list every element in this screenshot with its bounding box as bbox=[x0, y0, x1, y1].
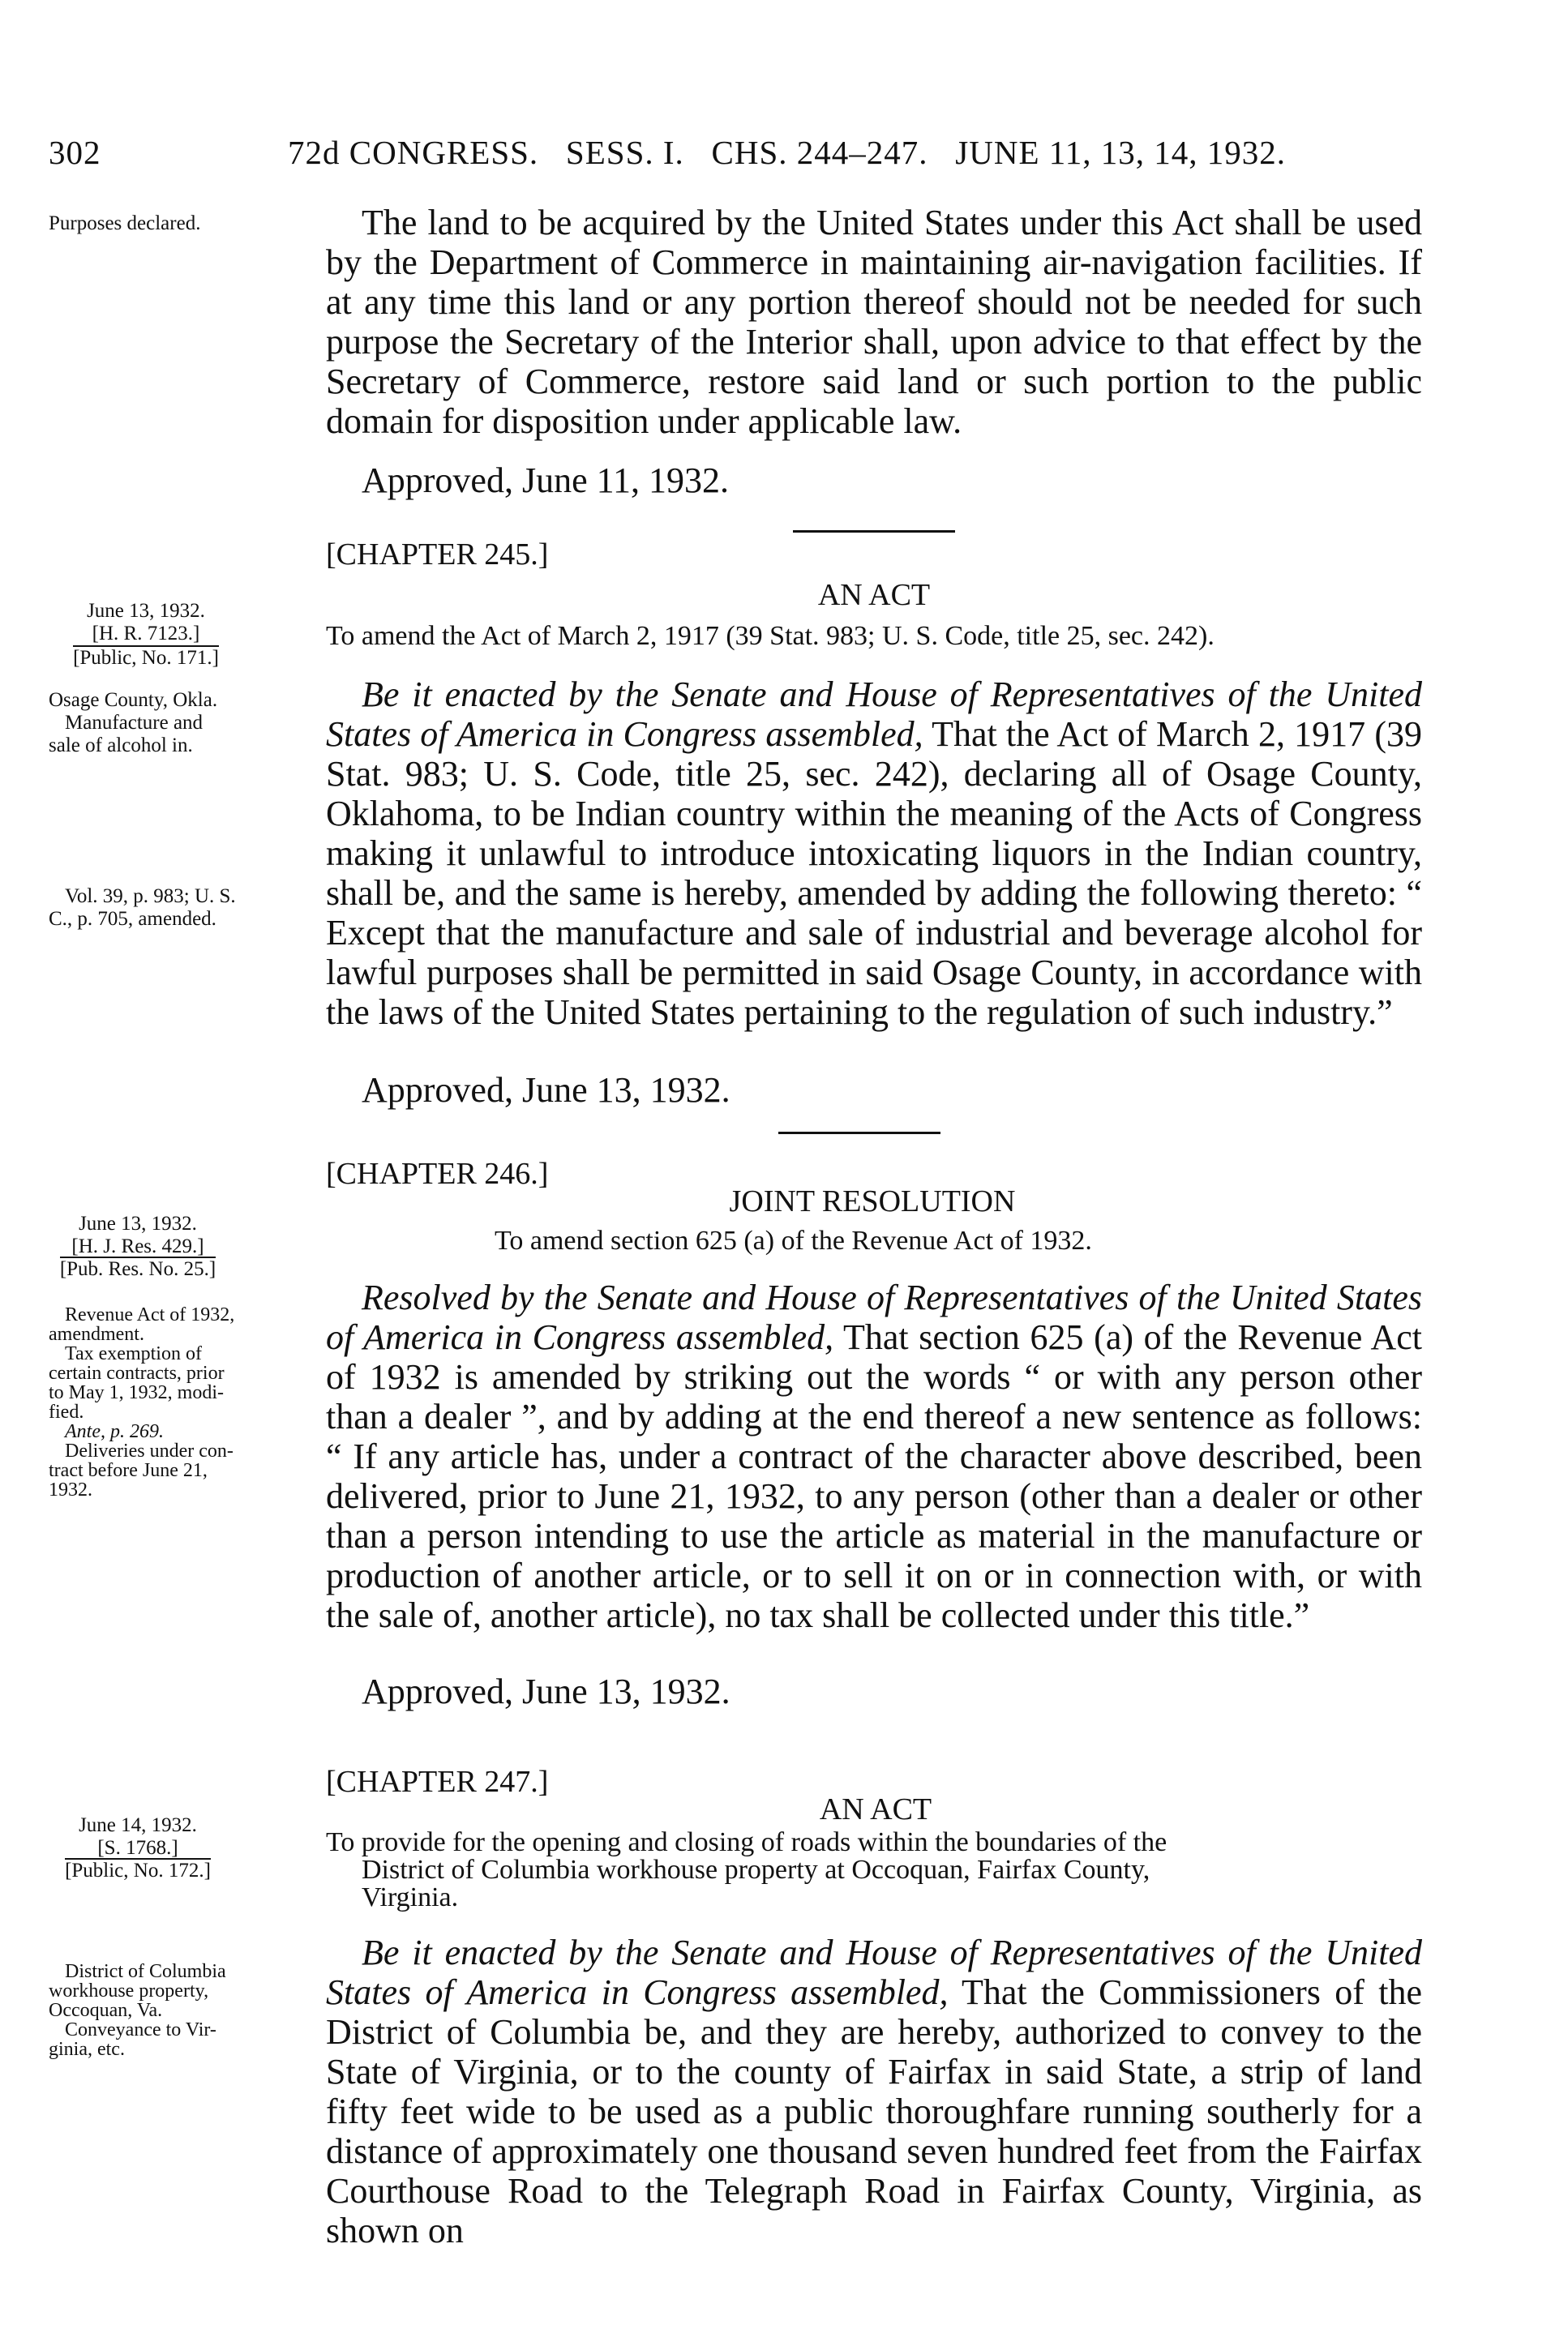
margin-note-purposes: Purposes declared. bbox=[49, 212, 201, 234]
chapter-246-act-type: JOINT RESOLUTION bbox=[729, 1184, 1016, 1218]
section-divider bbox=[793, 530, 955, 533]
chapter-246-purpose: To amend section 625 (a) of the Revenue Act of 1932. bbox=[495, 1226, 1092, 1256]
margin-notes-246: Revenue Act of 1932, amendment. Tax exemption of certain contracts, prior to May 1, 1932, modi- fied. Ante, p. 269. Deliveries under con- tract before June 21, 1932. bbox=[49, 1304, 235, 1501]
chapter-247-body: Be it enacted by the Senate and House of Representatives of the United States of America in Congress assembled, That the Commissioners of the District of Columbia be, and they are hereby, authorized to convey to the State of Virginia, or to the county of Fairfax in said State, a strip of land fifty feet wide to be used as a public thoroughfare running southerly for a distance of approximately one thousand seven hundred feet from the Fairfax Courthouse Road to the Telegraph Road in Fairfax County, Virginia, as shown on bbox=[326, 1933, 1422, 2250]
margin-notes-245: Osage County, Okla. Manufacture and sale of alcohol in. bbox=[49, 689, 218, 756]
margin-notes-247: District of Columbia workhouse property, Occoquan, Va. Conveyance to Vir- ginia, etc. bbox=[49, 1961, 226, 2060]
approved-june-13-a: Approved, June 13, 1932. bbox=[362, 1070, 730, 1110]
approved-june-13-b: Approved, June 13, 1932. bbox=[362, 1672, 730, 1711]
running-title: 72d CONGRESS. SESS. I. CHS. 244–247. JUNE 11, 13, 14, 1932. bbox=[288, 134, 1286, 171]
margin-bill-info-247: June 14, 1932. [S. 1768.] [Public, No. 172.] bbox=[65, 1814, 211, 1882]
chapter-247-heading: [CHAPTER 247.] bbox=[326, 1765, 549, 1799]
approved-june-11: Approved, June 11, 1932. bbox=[362, 460, 729, 500]
chapter-245-body: Be it enacted by the Senate and House of Representatives of the United States of America in Congress assembled, That the Act of March 2, 1917 (39 Stat. 983; U. S. Code, title 25, sec. 242), declaring all of Osage County, Oklahoma, to be Indian country within the meaning of the Acts of Congress making it unlawful to introduce intoxicating liquors in the Indian country, shall be, and the same is hereby, amended by adding the following thereto: “ Except that the manufacture and sale of industrial and beverage alcohol for lawful purposes shall be permitted in said Osage County, in accordance with the laws of the United States pertaining to the regulation of such industry.” bbox=[326, 674, 1422, 1032]
chapter-245-purpose: To amend the Act of March 2, 1917 (39 Stat. 983; U. S. Code, title 25, sec. 242). bbox=[326, 621, 1215, 651]
margin-bill-info-245: June 13, 1932. [H. R. 7123.] [Public, No. 171.] bbox=[73, 600, 219, 669]
chapter-245-heading: [CHAPTER 245.] bbox=[326, 537, 549, 572]
page-number: 302 bbox=[49, 134, 101, 171]
chapter-246-body: Resolved by the Senate and House of Representatives of the United States of America in Congress assembled, That section 625 (a) of the Revenue Act of 1932 is amended by striking out the words “ or with any person other than a dealer ”, and by adding at the end thereof a new sentence as follows: “ If any article has, under a contract of the character above described, been delivered, prior to June 21, 1932, to any person (other than a dealer or other than a person intending to use the article as material in the manufacture or production of another article, or to sell it on or in connection with, or with the sale of, another article), no tax shall be collected under this title.” bbox=[326, 1278, 1422, 1635]
chapter-247-purpose: To provide for the opening and closing of roads within the boundaries of the District of Columbia workhouse property at Occoquan, Fairfax County, Virginia. bbox=[326, 1827, 1167, 1912]
margin-bill-info-246: June 13, 1932. [H. J. Res. 429.] [Pub. Res. No. 25.] bbox=[59, 1213, 216, 1280]
section-divider bbox=[778, 1132, 940, 1134]
chapter-247-act-type: AN ACT bbox=[819, 1792, 932, 1826]
running-head bbox=[49, 128, 1442, 177]
chapter-246-heading: [CHAPTER 246.] bbox=[326, 1157, 549, 1191]
margin-notes-245-ref: Vol. 39, p. 983; U. S. C., p. 705, amended. bbox=[49, 885, 236, 930]
chapter-245-act-type: AN ACT bbox=[817, 578, 931, 612]
section-purposes-body: The land to be acquired by the United States under this Act shall be used by the Department of Commerce in maintaining air-navigation facilities. If at any time this land or any portion thereof should not be needed for such purpose the Secretary of the Interior shall, upon advice to that effect by the Secretary of Commerce, restore said land or such portion to the public domain for disposition under applicable law. bbox=[326, 203, 1422, 441]
